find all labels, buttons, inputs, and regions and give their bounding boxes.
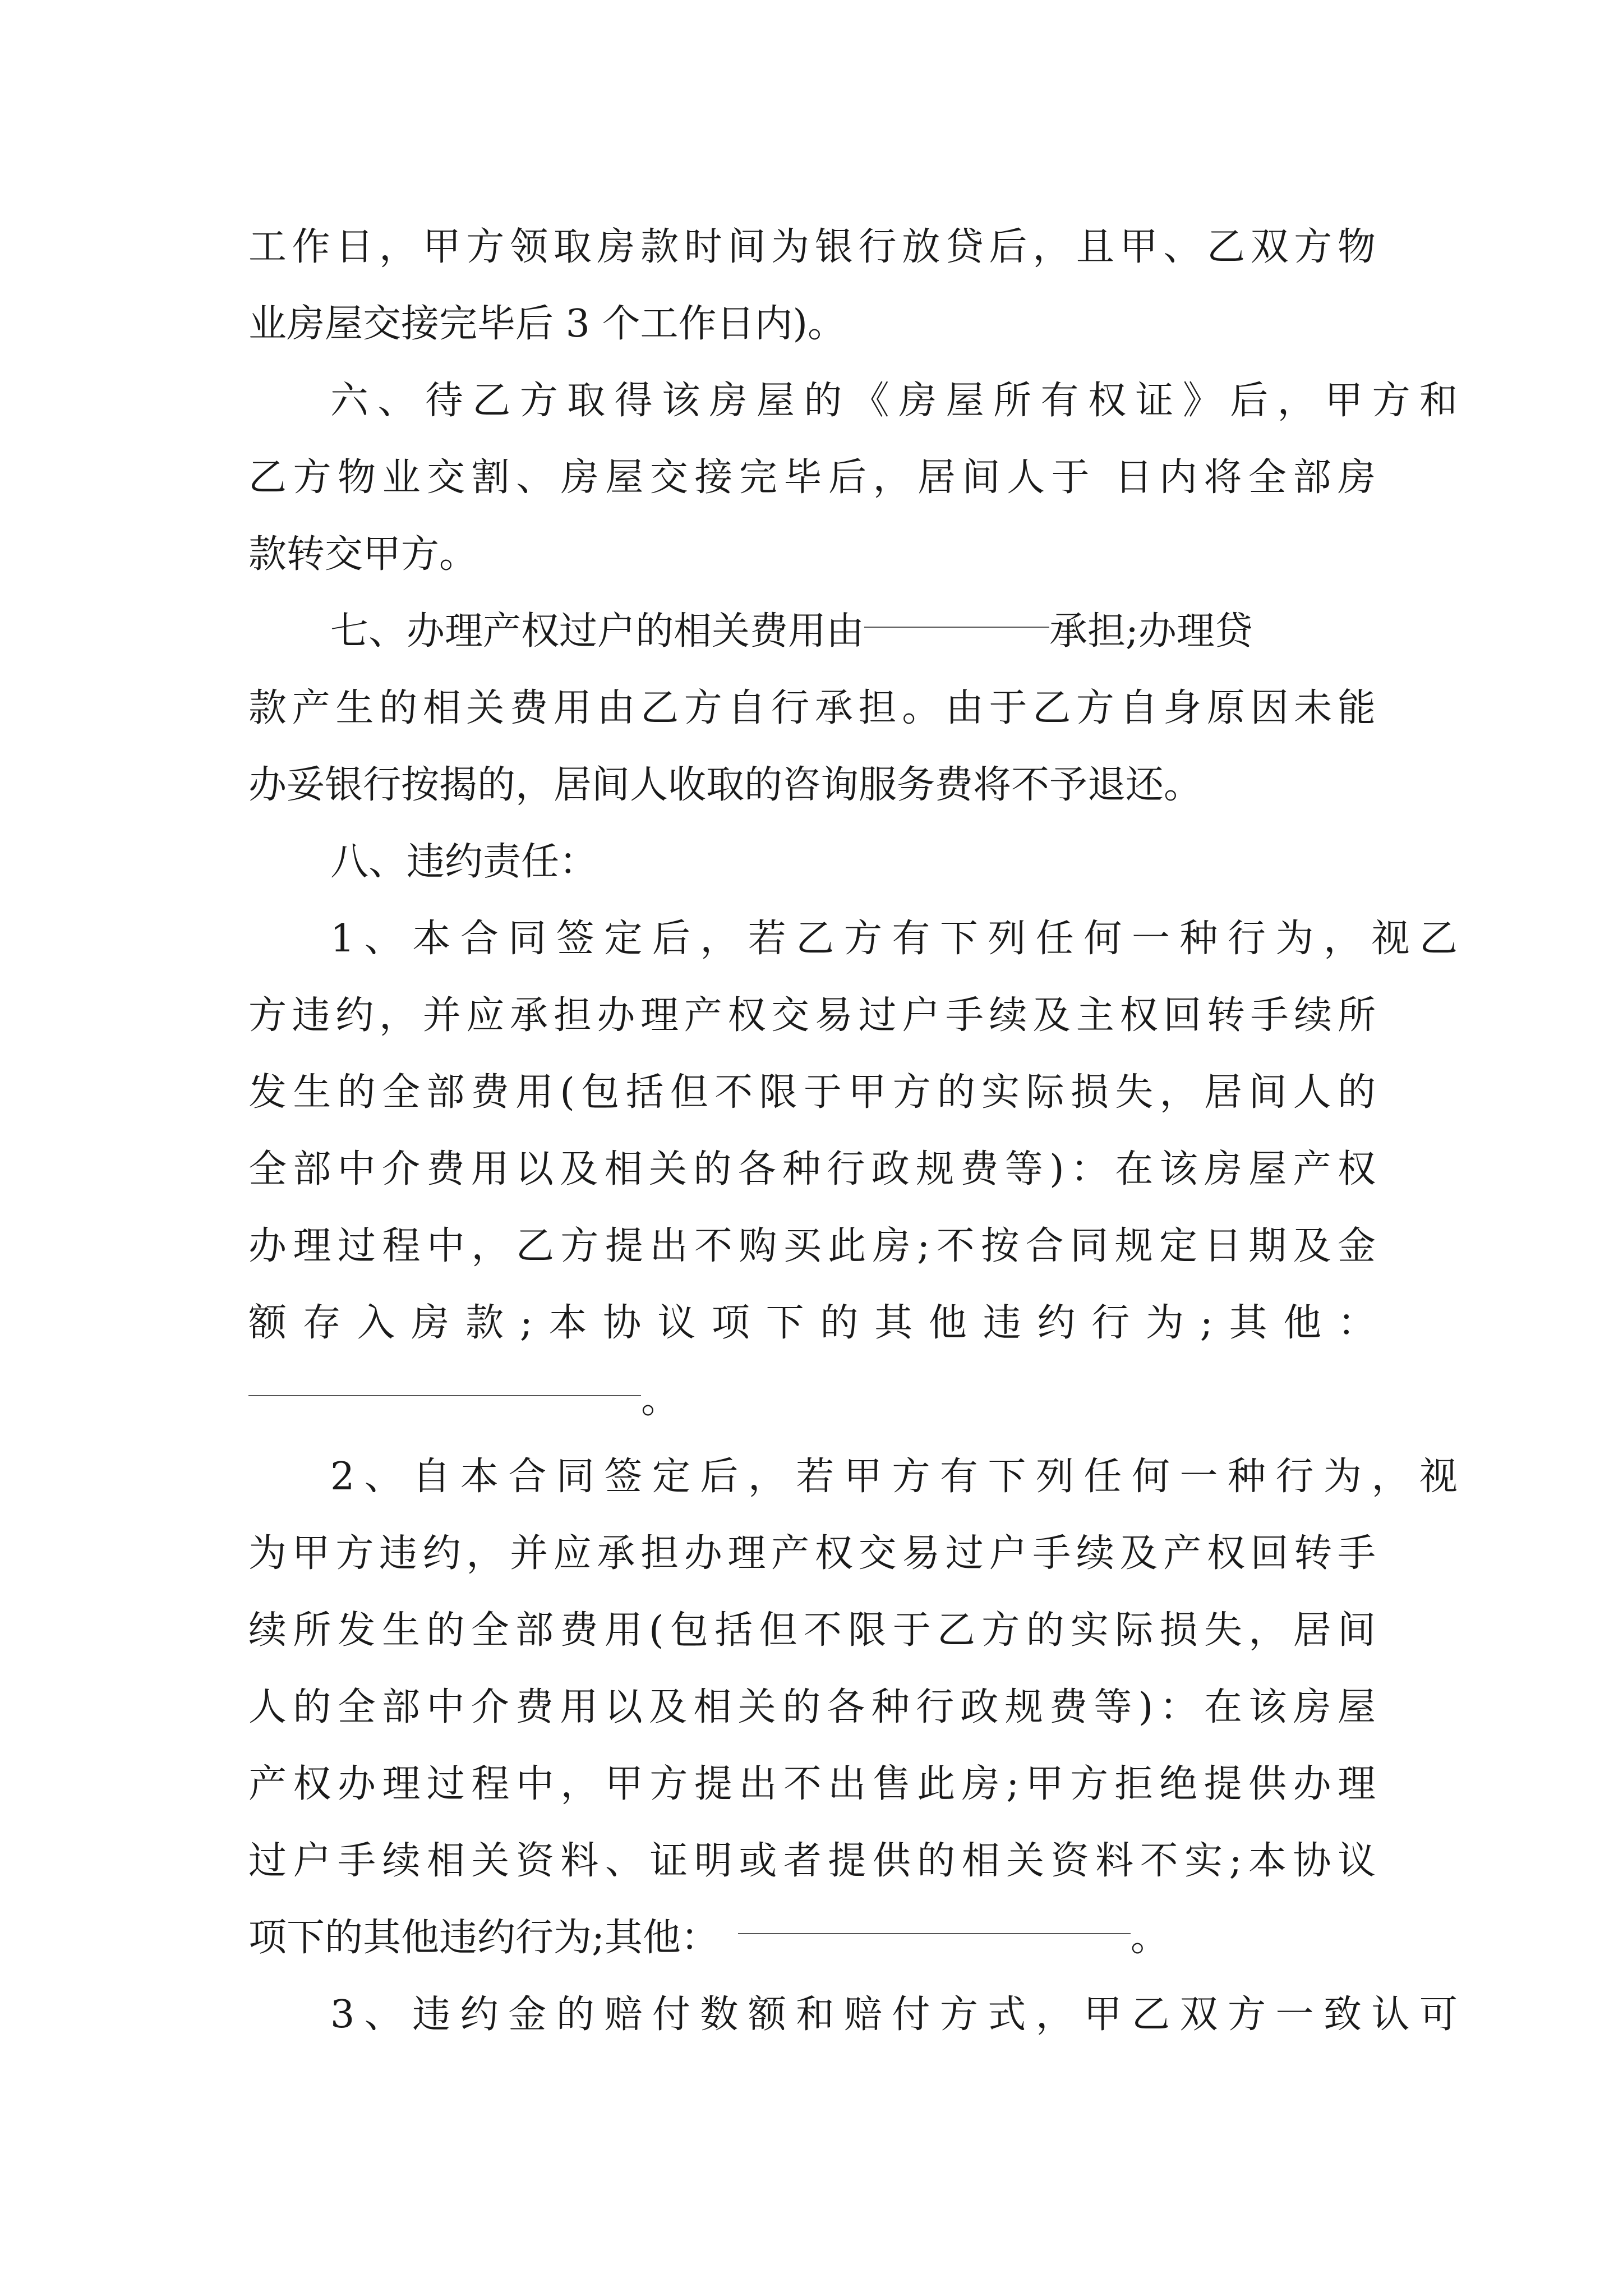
item-two-text: 项下的其他违约行为;其他： [248,1916,719,1960]
clause-eight-heading: 八、违约责任： [330,840,598,884]
item-two-line [248,1899,1376,1976]
item-two-line: 产权办理过程中，甲方提出不出售此房;甲方拒绝提供办理 [248,1762,1376,1806]
item-three-line: 3、违约金的赔付数额和赔付方式，甲乙双方一致认可 [330,1993,1458,2037]
item-one-line: 办理过程中，乙方提出不购买此房;不按合同规定日期及金 [248,1224,1376,1268]
item-two-line: 过户手续相关资料、证明或者提供的相关资料不实;本协议 [248,1839,1376,1883]
clause-seven-line [248,593,1458,670]
item-one-line: 1、本合同签定后，若乙方有下列任何一种行为，视乙 [330,917,1458,961]
item-one-line: 方违约，并应承担办理产权交易过户手续及主权回转手续所 [248,993,1376,1038]
paragraph-line: 业房屋交接完毕后 3 个工作日内)。 [248,302,846,346]
clause-seven-line: 办妥银行按揭的，居间人收取的咨询服务费将不予退还。 [248,763,1202,807]
clause-seven-text: 七、办理产权过户的相关费用由 [330,609,865,654]
clause-seven-text: 承担;办理贷 [1049,609,1253,654]
fill-in-blank[interactable] [864,593,1049,628]
clause-six-line: 乙方物业交割、房屋交接完毕后，居间人于 日内将全部房 [248,455,1376,500]
fill-in-blank[interactable] [738,1899,1131,1934]
item-one-line [248,1361,1376,1438]
clause-seven-line: 款产生的相关费用由乙方自行承担。由于乙方自身原因未能 [248,686,1376,730]
item-one-line: 全部中介费用以及相关的各种行政规费等)：在该房屋产权 [248,1147,1376,1191]
item-two-line: 2、自本合同签定后，若甲方有下列任何一种行为，视 [330,1455,1458,1499]
item-two-line: 人的全部中介费用以及相关的各种行政规费等)：在该房屋 [248,1685,1376,1729]
fill-in-blank[interactable] [248,1361,641,1396]
clause-six-line: 款转交甲方。 [248,532,478,577]
item-two-text: 。 [1130,1916,1169,1960]
item-two-line: 续所发生的全部费用(包括但不限于乙方的实际损失，居间 [248,1608,1376,1653]
paragraph-line: 工作日，甲方领取房款时间为银行放贷后，且甲、乙双方物 [248,225,1376,269]
item-one-text: 。 [641,1378,680,1422]
item-one-line: 发生的全部费用(包括但不限于甲方的实际损失，居间人的 [248,1070,1376,1115]
item-one-line: 额存入房款;本协议项下的其他违约行为;其他： [248,1301,1376,1345]
item-two-line: 为甲方违约，并应承担办理产权交易过户手续及产权回转手 [248,1531,1376,1576]
clause-six-line: 六、待乙方取得该房屋的《房屋所有权证》后，甲方和 [330,379,1458,423]
